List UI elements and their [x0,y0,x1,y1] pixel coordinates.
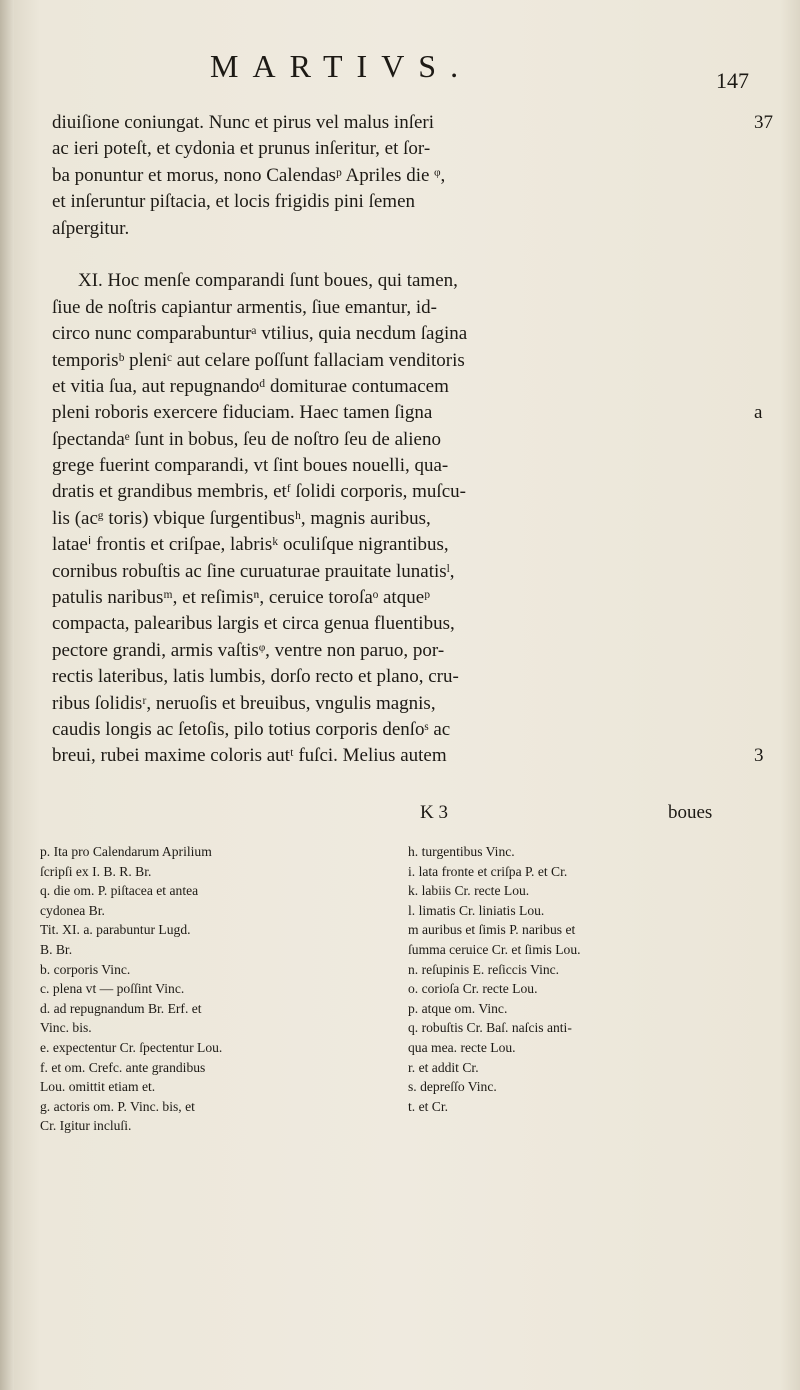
footnote-line: cydonea Br. [40,902,105,918]
text-line [52,532,752,558]
text-line [52,189,752,215]
text-line [52,321,752,347]
text-line [52,479,752,505]
line-text: grege fuerint comparandi, vt ſint boues nouelli, qua- [52,455,449,477]
text-line [52,348,752,374]
footnote-line: Tit. XI. a. parabuntur Lugd. [40,922,191,938]
signature-mark: K 3 [420,802,448,823]
margin-number: a [754,402,763,424]
line-text: ſpectandaᵉ ſunt in bobus, ſeu de noſtro ſeu de alieno [52,428,441,450]
footnote-line: l. limatis Cr. liniatis Lou. [408,902,545,918]
text-line [52,506,752,532]
line-text: ribus ſolidisʳ, neruoſis et breuibus, vngulis magnis, [52,692,436,714]
text-line [52,743,764,769]
line-text: lataeⁱ frontis et criſpae, labrisᵏ oculiſque nigrantibus, [52,534,449,556]
footnote-line: p. Ita pro Calendarum Aprilium [40,844,212,859]
footnote-line: p. atque om. Vinc. [408,1000,508,1016]
footnote-line: i. lata fronte et criſpa P. et Cr. [408,863,568,879]
text-line [52,242,752,268]
footnote-line: f. et om. Crefc. ante grandibus [40,1059,206,1075]
line-text: et inſeruntur piſtacia, et locis frigidis pini ſemen [52,191,416,213]
line-text: circo nunc comparabunturᵃ vtilius, quia necdum ſagina [52,323,468,345]
text-line [52,717,752,743]
footnote-line: q. robuſtis Cr. Baſ. naſcis anti- [408,1020,572,1036]
margin-number: 37 [754,112,773,133]
footnote-line: c. plena vt — poſſint Vinc. [40,981,185,997]
footnote-line: n. reſupinis E. reſiccis Vinc. [408,961,560,977]
footnote-line: h. turgentibus Vinc. [408,844,515,859]
footnote-line: t. et Cr. [408,1098,449,1114]
line-text: ba ponuntur et morus, nono Calendasᵖ Apriles die ᵠ, [52,164,446,186]
footnote-line: ſcripſi ex I. B. R. Br. [40,863,152,879]
line-text: breui, rubei maxime coloris autᵗ fuſci. Melius autem [52,745,447,767]
catchword: boues [668,802,713,823]
footnote-line: q. die om. P. piſtacea et antea [40,883,199,899]
line-text: dratis et grandibus membris, etᶠ ſolidi corporis, muſcu- [52,481,466,503]
line-text: rectis lateribus, latis lumbis, dorſo recto et plano, cru- [52,666,459,688]
footnote-line: s. depreſſo Vinc. [408,1079,497,1095]
page-number: 147 [716,68,749,93]
footnotes-left [40,842,370,1136]
line-text: temporisᵇ pleniᶜ aut celare poſſunt fallaciam venditoris [52,349,465,371]
page-header [0,44,800,92]
text-line [52,638,752,664]
text-line [52,295,752,321]
footnote-line: e. expectentur Cr. ſpectentur Lou. [40,1039,223,1055]
text-line [52,163,752,189]
text-line [52,611,752,637]
line-text: et vitia ſua, aut repugnandoᵈ domiturae contumacem [52,375,449,397]
text-line [52,664,752,690]
text-line [52,216,752,242]
running-head: MARTIVS. [210,48,473,84]
footnotes-right [408,842,758,1116]
footnote-line: d. ad repugnandum Br. Erf. et [40,1000,202,1016]
footnote-line: r. et addit Cr. [408,1059,479,1075]
text-line [52,268,752,294]
line-text: ac ieri poteſt, et cydonia et prunus inſeritur, et ſor- [52,138,431,160]
footnote-line: Cr. Igitur incluſi. [40,1118,132,1134]
text-line [52,136,752,162]
line-text: pectore grandi, armis vaſtisᵠ, ventre non paruo, por- [52,639,445,661]
margin-number: 3 [754,745,764,767]
line-text: ſiue de noſtris capiantur armentis, ſiue emantur, id- [52,296,437,318]
footnote-line: Vinc. bis. [40,1020,92,1036]
text-line [52,691,752,717]
footnote-line: Lou. omittit etiam et. [40,1079,156,1095]
footnote-line: g. actoris om. P. Vinc. bis, et [40,1098,195,1114]
line-text: compacta, palearibus largis et circa genua fluentibus, [52,613,455,635]
line-text: XI. Hoc menſe comparandi ſunt boues, qui tamen, [78,270,458,292]
main-text [52,110,773,770]
text-line [52,427,752,453]
text-line [52,400,763,426]
text-line [52,374,752,400]
line-text: cornibus robuſtis ac ſine curuaturae prauitate lunatisˡ, [52,560,455,582]
text-line [52,453,752,479]
line-text: diuiſione coniungat. Nunc et pirus vel malus inſeri [52,112,435,133]
text-line [52,110,773,136]
line-text: patulis naribusᵐ, et reſimisⁿ, ceruice toroſaᵒ atqueᵖ [52,587,431,609]
binding-gutter [0,0,14,1390]
line-text: caudis longis ac ſetoſis, pilo totius corporis denſoˢ ac [52,718,451,740]
text-line [52,585,752,611]
footnote-line: B. Br. [40,941,73,957]
footnote-line: ſumma ceruice Cr. et ſimis Lou. [408,941,581,957]
footnote-line: b. corporis Vinc. [40,961,131,977]
footnote-line: o. corioſa Cr. recte Lou. [408,981,538,997]
line-text: lis (acᵍ toris) vbique ſurgentibusʰ, magnis auribus, [52,507,431,529]
text-line [52,559,752,585]
line-text: aſpergitur. [52,217,130,239]
footnote-line: m auribus et ſimis P. naribus et [408,922,576,938]
footnote-line: k. labiis Cr. recte Lou. [408,883,530,899]
footnote-line: qua mea. recte Lou. [408,1039,516,1055]
line-text: pleni roboris exercere fiduciam. Haec tamen ſigna [52,402,433,424]
